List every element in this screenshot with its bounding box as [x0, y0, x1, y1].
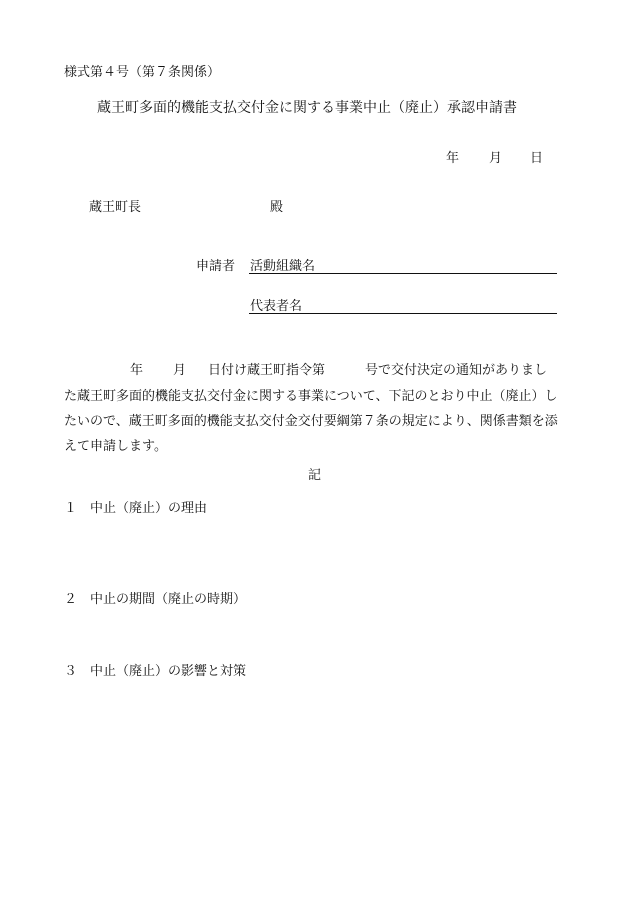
date-month-label: 月 — [489, 151, 503, 166]
item-impact — [64, 665, 246, 678]
addressee: 蔵王町長 — [89, 200, 142, 215]
body-decision-date-text: 日付け蔵王町指令第 — [208, 363, 326, 378]
document-title: 蔵王町多面的機能支払交付金に関する事業中止（廃止）承認申請書 — [97, 100, 517, 116]
body-line-4: えて申請します。 — [64, 439, 167, 454]
body-year-label: 年 — [130, 363, 144, 378]
organization-name-label: 活動組織名 — [250, 259, 316, 274]
body-month-label: 月 — [173, 363, 187, 378]
item-number: １ — [64, 501, 78, 516]
item-text: 中止の期間（廃止の時期） — [90, 592, 247, 607]
item-period — [64, 593, 246, 606]
body-notification-text: 号で交付決定の通知がありまし — [365, 363, 548, 378]
honorific: 殿 — [270, 200, 284, 215]
organization-name-field[interactable] — [249, 257, 557, 274]
body-line-2: た蔵王町多面的機能支払交付金に関する事業について、下記のとおり中止（廃止）し — [64, 389, 558, 404]
applicant-label: 申請者 — [196, 259, 236, 274]
body-line-1 — [64, 364, 547, 377]
item-text: 中止（廃止）の影響と対策 — [90, 664, 247, 679]
body-line-3: たいので、蔵王町多面的機能支払交付金交付要綱第７条の規定により、関係書類を添 — [64, 414, 558, 429]
item-number: ２ — [64, 592, 78, 607]
form-number: 様式第４号（第７条関係） — [64, 65, 221, 80]
ki-heading: 記 — [308, 468, 322, 483]
date-day-label: 日 — [530, 151, 544, 166]
item-text: 中止（廃止）の理由 — [90, 501, 208, 516]
representative-name-field[interactable] — [249, 297, 557, 314]
date-year-label: 年 — [446, 151, 460, 166]
item-number: ３ — [64, 664, 78, 679]
representative-name-label: 代表者名 — [250, 299, 303, 314]
item-reason — [64, 502, 207, 515]
